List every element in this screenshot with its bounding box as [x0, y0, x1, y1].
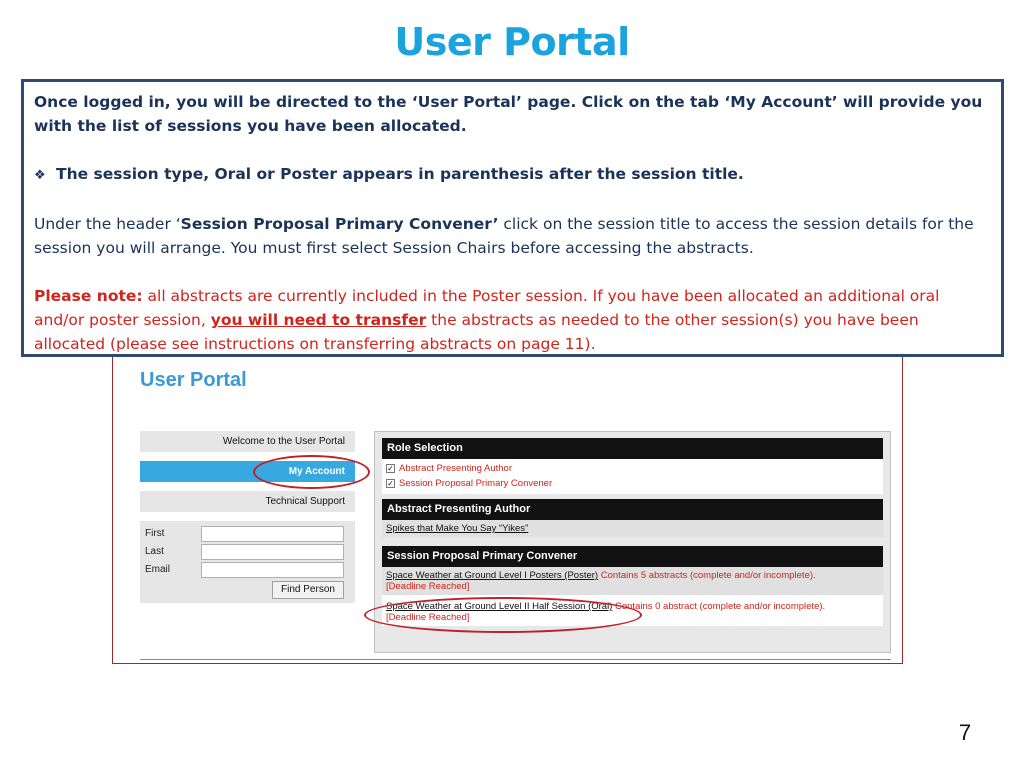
portal-title: User Portal: [140, 369, 247, 391]
instr-header-name: Session Proposal Primary Convener’: [180, 215, 499, 233]
session-row: [382, 567, 883, 595]
highlight-oval-session: [364, 597, 642, 633]
session-deadline: [Deadline Reached]: [386, 612, 470, 623]
instr-text-a: Under the header ‘: [34, 215, 181, 233]
first-name-input[interactable]: [201, 526, 344, 542]
diamond-bullet-icon: ❖: [34, 168, 46, 183]
note-text-a: all abstracts are currently included in the Poster session. If you have been allocated an additional oral and/or poster session,: [34, 287, 940, 329]
email-input[interactable]: [201, 562, 344, 578]
role-option[interactable]: [386, 461, 879, 476]
session-info: Contains 5 abstracts (complete and/or incomplete).: [598, 570, 816, 581]
email-label: Email: [145, 564, 171, 575]
convener-header: Session Proposal Primary Convener: [382, 546, 883, 567]
find-person-button[interactable]: Find Person: [272, 581, 344, 599]
slide-title: User Portal: [394, 20, 630, 64]
portal-screenshot: [112, 330, 903, 664]
session-info: Contains 0 abstract (complete and/or incomplete).: [612, 601, 826, 612]
header-instructions: [34, 212, 991, 260]
session-deadline: [Deadline Reached]: [386, 581, 470, 592]
last-name-input[interactable]: [201, 544, 344, 560]
divider: [140, 659, 891, 660]
role-option[interactable]: [386, 476, 879, 491]
abstract-author-header: Abstract Presenting Author: [382, 499, 883, 520]
checkbox-checked-icon[interactable]: ✓: [387, 479, 394, 488]
highlight-oval-my-account: [253, 455, 370, 489]
transfer-link-text: you will need to transfer: [210, 311, 427, 329]
role-label: Abstract Presenting Author: [399, 463, 513, 474]
checkbox-checked-icon[interactable]: ✓: [387, 464, 394, 473]
bullet-item: [34, 162, 991, 188]
abstract-link[interactable]: Spikes that Make You Say “Yikes”: [386, 523, 529, 534]
page-number: 7: [958, 720, 972, 745]
first-label: First: [145, 528, 165, 539]
last-label: Last: [145, 546, 164, 557]
session-title-link[interactable]: Space Weather at Ground Level I Posters (Poster): [386, 570, 599, 581]
nav-technical-support[interactable]: Technical Support: [140, 491, 355, 512]
note-text-b: the abstracts as needed to the other session(s) you have been allocated (please see instructions on transferring abstracts on page 11).: [34, 311, 919, 353]
session-title-link[interactable]: Space Weather at Ground Level II Half Session (Oral): [386, 601, 613, 612]
role-label: Session Proposal Primary Convener: [399, 478, 553, 489]
instr-text-b: click on the session title to access the session details for the session you will arrange. You must first select Session Chairs before accessing the abstracts.: [34, 215, 974, 257]
intro-text: Once logged in, you will be directed to the ‘User Portal’ page. Click on the tab ‘My Account’ will provide you with the list of sessions you have been allocated.: [34, 93, 983, 135]
note-label: Please note:: [34, 287, 143, 305]
nav-my-account[interactable]: My Account: [140, 461, 355, 482]
bullet-text: The session type, Oral or Poster appears in parenthesis after the session title.: [56, 165, 744, 183]
find-person-form: [140, 521, 355, 603]
abstract-author-body: [382, 520, 883, 537]
note-paragraph: [34, 284, 991, 356]
role-selection-body: [382, 459, 883, 494]
nav-welcome[interactable]: Welcome to the User Portal: [140, 431, 355, 452]
instruction-callout: [21, 79, 1004, 357]
role-selection-header: Role Selection: [382, 438, 883, 459]
